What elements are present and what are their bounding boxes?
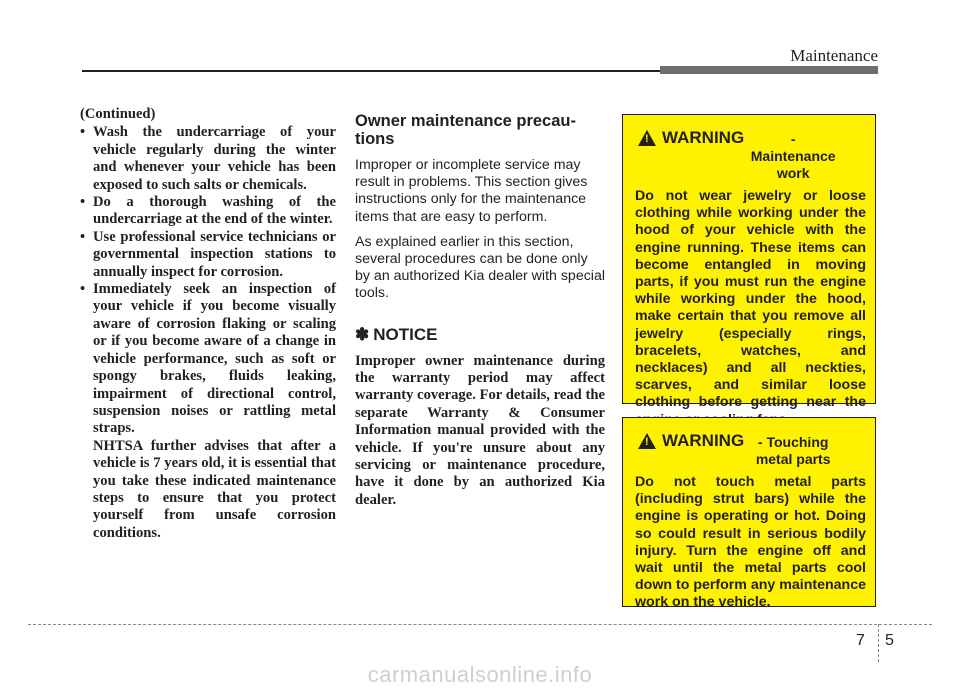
list-item: • Wash the undercarriage of your vehicle regularly during the winter and whenever your vehicle has been exposed to such salts or chemicals. (80, 124, 336, 194)
list-item: • Do a thorough washing of the undercarriage at the end of the winter. (80, 194, 336, 229)
notice-body: Improper owner maintenance during the warranty period may affect warranty coverage. For details, read the separate Warranty & Consumer Information manual provided with the vehicle. If you're unsure about any servicing or maintenance procedure, have it done by an authorized Kia dealer. (355, 352, 605, 508)
list-item: • Immediately seek an inspection of your vehicle if you become visually aware of corrosion flaking or scaling or if you become aware of a change in vehicle performance, such as soft or spongy brakes, fluids leaking, impairment of directional control, suspension noises or rattling metal straps. (80, 281, 336, 438)
corrosion-column (80, 106, 336, 542)
notice-heading (355, 325, 605, 345)
footer-rule (28, 624, 932, 625)
header-rule (82, 70, 660, 72)
nhtsa-paragraph: NHTSA further advises that after a vehicle is 7 years old, it is essential that you take these indicated maintenance steps to ensure that you protect yourself from unsafe corrosion conditions. (93, 437, 336, 541)
warning-triangle-icon (638, 130, 656, 146)
warning-box-metal-parts (622, 417, 876, 611)
warning-body: Do not touch metal parts (including strut bars) while the engine is operating or hot. Doing so could result in serious bodily injury. Turn the engine off and wait until the metal parts cool down to perform any maintenance work on the vehicle. (635, 474, 866, 611)
footer-divider (878, 624, 879, 662)
warning-subtitle: - Maintenance work (750, 131, 836, 181)
warning-header (635, 129, 866, 182)
list-item: • Use professional service technicians or governmental inspection stations to annually inspect for corrosion. (80, 229, 336, 281)
continued-label: (Continued) (80, 106, 156, 122)
warning-body: Do not wear jewelry or loose clothing while working under the hood of your vehicle with the engine running. These items can become entangled in moving parts, if you must run the engine while working under the hood, make certain that you remove all jewelry (especially rings, bracelets, watches, and necklaces) and all neckties, scarves, and similar loose clothing before getting near the (635, 188, 866, 411)
notice-asterisk-icon: ✽ (355, 324, 370, 344)
warning-header (635, 432, 866, 468)
header-rule-accent (660, 66, 878, 74)
warning-subtitle: - Touching metal parts (755, 434, 831, 467)
chapter-number: 7 (856, 632, 865, 649)
warning-box-maintenance (622, 114, 876, 411)
warning-label: WARNING (662, 431, 745, 450)
precautions-heading: Owner maintenance precautions (355, 112, 576, 148)
warning-label: WARNING (662, 128, 745, 147)
precautions-paragraph-1: Improper or incomplete service may result in problems. This section gives instructions only for the maintenance items that are easy to perform. (355, 157, 588, 225)
precautions-column (355, 112, 605, 509)
corrosion-list (80, 124, 336, 437)
precautions-paragraph-2: As explained earlier in this section, several procedures can be done only by an authorized Kia dealer with special tools. (355, 233, 606, 302)
page-number: 5 (885, 632, 894, 649)
section-title: Maintenance (790, 46, 878, 65)
watermark: carmanualsonline.info (367, 662, 593, 687)
warning-triangle-icon (638, 433, 656, 449)
notice-heading-text: NOTICE (373, 324, 438, 344)
